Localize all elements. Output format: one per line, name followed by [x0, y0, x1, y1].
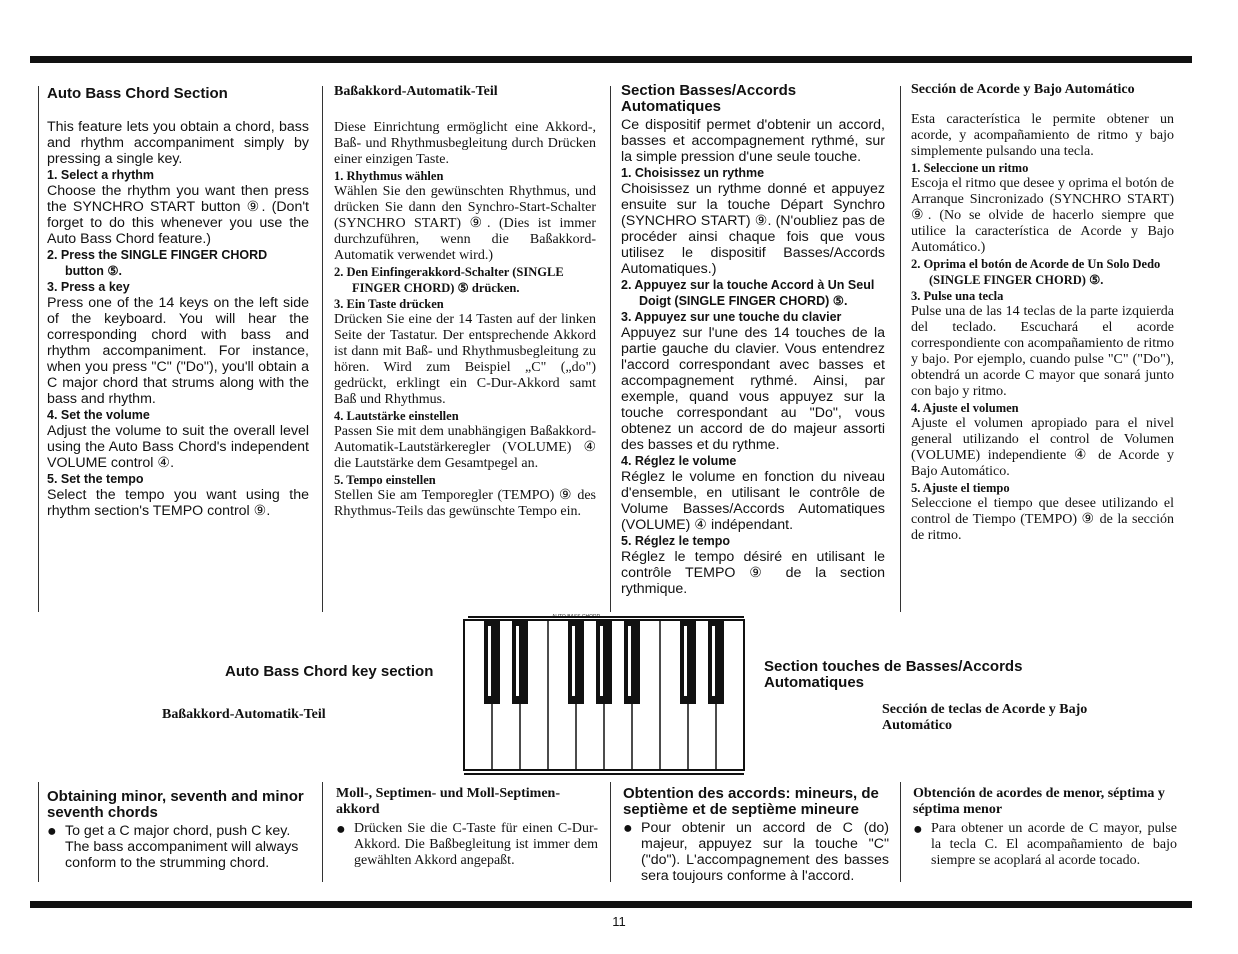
- spanish-title: Sección de Acorde y Bajo Automático: [911, 82, 1135, 97]
- french-step-2: 2. Appuyez sur la touche Accord à Un Seul Doigt (SINGLE FINGER CHORD) ⑤.: [621, 278, 875, 308]
- black-key-highlight: [572, 626, 575, 696]
- english-step-4-text: Adjust the volume to suit the overall level using the Auto Bass Chord's independent VOLUME control ④.: [47, 423, 309, 471]
- bottom-english: [47, 789, 313, 871]
- black-key-highlight: [516, 626, 519, 696]
- spanish-step-3: 3. Pulse una tecla: [911, 289, 1004, 303]
- bottom-divider-4: [900, 782, 901, 882]
- label-key-section-en: Auto Bass Chord key section: [225, 663, 434, 680]
- german-step-3: 3. Ein Taste drücken: [334, 297, 444, 311]
- french-step-3-text: Appuyez sur l'une des 14 touches de la partie gauche du clavier. Vous entendrez l'accord correspondant avec basses et accompagnement rythmé. Ainsi, par exemple, quand vous appuyez sur la touche correspondant au "Do", vous obtenez un accord de do majeur assorti des basses et du rythme.: [621, 325, 885, 453]
- spanish-step-3-text: Pulse una de las 14 teclas de la parte izquierda del teclado. Escuchará el acorde correspondiente con acompañamiento de ritmo y bajo. Por ejemplo, cuando pulse "C" ("Do"), obtendrá un acorde C mayor que sonará junto con bajo y ritmo.: [911, 304, 1174, 399]
- column-divider-2: [322, 86, 323, 612]
- bottom-english-title: Obtaining minor, seventh and minor seventh chords: [47, 788, 304, 821]
- keyboard-top-edge: [468, 616, 744, 618]
- bottom-divider-3: [610, 782, 611, 882]
- black-key: [568, 620, 584, 704]
- bottom-german-bullet-item: [336, 821, 598, 869]
- spanish-intro: Esta característica le permite obtener un acorde, y acompañamiento de ritmo y bajo simplemente pulsando una tecla.: [911, 112, 1174, 159]
- section-french: [621, 83, 885, 597]
- bottom-rule: [30, 901, 1192, 908]
- section-spanish: [911, 82, 1174, 544]
- bullet-dot: ●: [913, 821, 923, 838]
- english-step-1: 1. Select a rhythm: [47, 168, 154, 182]
- spanish-step-2: 2. Oprima el botón de Acorde de Un Solo Dedo (SINGLE FINGER CHORD) ⑤.: [911, 257, 1161, 287]
- black-key-highlight: [488, 626, 491, 696]
- english-step-5: 5. Set the tempo: [47, 472, 144, 486]
- label-key-section-fr: Section touches de Basses/Accords Automatiques: [764, 658, 1023, 691]
- bottom-french-bullet-item: [623, 820, 889, 884]
- bottom-spanish-text: Para obtener un acorde de C mayor, pulse la tecla C. El acompañamiento de bajo siempre se acoplará al acorde tocado.: [931, 821, 1177, 868]
- column-divider-4: [900, 86, 901, 612]
- bottom-french-title: Obtention des accords: mineurs, de septième et de septième mineure: [623, 785, 879, 818]
- bottom-german: [336, 786, 598, 869]
- english-step-5-text: Select the tempo you want using the rhythm section's TEMPO control ⑨.: [47, 487, 309, 519]
- german-step-5: 5. Tempo einstellen: [334, 473, 436, 487]
- bottom-divider-2: [322, 782, 323, 882]
- english-step-1-text: Choose the rhythm you want then press the SYNCHRO START button ⑨. (Don't forget to do this whenever you use the Auto Bass Chord feature.): [47, 183, 309, 247]
- french-step-5: 5. Réglez le tempo: [621, 534, 731, 548]
- spanish-step-4-text: Ajuste el volumen apropiado para el nivel general utilizando el control de Volumen (VOLUME) independiente ④ de Acorde y Bajo Automático.: [911, 416, 1174, 479]
- english-step-4: 4. Set the volume: [47, 408, 150, 422]
- french-intro: Ce dispositif permet d'obtenir un accord, basses et accompagnement rythmé, sur la simple pression d'une seule touche.: [621, 117, 885, 165]
- english-step-3-text: Press one of the 14 keys on the left side of the keyboard. You will hear the corresponding chord with bass and rhythm accompaniment. For instance, when you press "C" ("Do"), you'll obtain a C major chord that strums along with the bass and rhythm.: [47, 295, 309, 407]
- black-key: [512, 620, 528, 704]
- bullet-dot: ●: [47, 823, 57, 840]
- black-key: [596, 620, 612, 704]
- column-divider-1: [38, 86, 39, 612]
- german-step-3-text: Drücken Sie eine der 14 Tasten auf der linken Seite der Tastatur. Der entsprechende Akkord ist dann mit Baß- und Rhythmusbegleitung zu hören. Wird zum Beispiel „C" („do") gedrückt, erklingt ein C-Dur-Akkord samt Baß und Rhythmus.: [334, 312, 596, 407]
- german-title: Baßakkord-Automatik-Teil: [334, 84, 498, 99]
- french-step-4: 4. Réglez le volume: [621, 454, 737, 468]
- english-intro: This feature lets you obtain a chord, bass and rhythm accompaniment simply by pressing a single key.: [47, 119, 309, 167]
- bottom-french-text: Pour obtenir un accord de C (do) majeur, appuyez sur la touche "C" ("do"). L'accompagnement des basses sera toujours conforme à l'accord.: [641, 820, 889, 884]
- spanish-step-5-text: Seleccione el tiempo que desee utilizando el control de Tiempo (TEMPO) ⑨ de la sección de ritmo.: [911, 496, 1174, 543]
- bullet-dot: ●: [623, 820, 633, 837]
- french-title: Section Basses/Accords Automatiques: [621, 82, 797, 115]
- bottom-french: [623, 786, 889, 884]
- black-key: [708, 620, 724, 704]
- top-rule: [30, 56, 1192, 63]
- bottom-english-text: To get a C major chord, push C key. The bass accompaniment will always conform to the strumming chord.: [65, 823, 299, 871]
- french-step-3: 3. Appuyez sur une touche du clavier: [621, 310, 842, 324]
- keyboard-illustration: [460, 614, 750, 780]
- english-step-3: 3. Press a key: [47, 280, 130, 294]
- black-key-highlight: [684, 626, 687, 696]
- black-key-highlight: [628, 626, 631, 696]
- bottom-spanish-title: Obtención de acordes de menor, séptima y séptima menor: [913, 786, 1165, 817]
- section-english: [47, 86, 309, 519]
- bottom-spanish-bullet-item: [913, 821, 1177, 869]
- french-step-5-text: Réglez le tempo désiré en utilisant le contrôle TEMPO ⑨ de la section rythmique.: [621, 549, 885, 597]
- label-key-section-de: Baßakkord-Automatik-Teil: [162, 707, 326, 722]
- page-number: 11: [612, 914, 626, 929]
- bullet-dot: ●: [336, 821, 346, 838]
- german-step-1-text: Wählen Sie den gewünschten Rhythmus, und drücken Sie dann den Synchro-Start-Schalter (SYNCHRO START) ⑨. (Dies ist immer durchzuführen, wenn die Baßakkord-Automatik verwendet wird.): [334, 184, 596, 263]
- german-step-4: 4. Lautstärke einstellen: [334, 409, 459, 423]
- bottom-divider-1: [38, 782, 39, 882]
- black-key: [484, 620, 500, 704]
- german-intro: Diese Einrichtung ermöglicht eine Akkord-, Baß- und Rhythmusbegleitung durch Drücken einer einzigen Taste.: [334, 120, 596, 167]
- french-step-1-text: Choisissez un rythme donné et appuyez ensuite sur la touche Départ Synchro (SYNCHRO START) ⑨. (N'oubliez pas de procéder ainsi chaque fois que vous utilisez le dispositif Basses/Accords Automatiques.): [621, 181, 885, 277]
- german-step-5-text: Stellen Sie am Temporegler (TEMPO) ⑨ des Rhythmus-Teils das gewünschte Tempo ein.: [334, 488, 596, 519]
- german-step-4-text: Passen Sie mit dem unabhängigen Baßakkord-Automatik-Lautstärkeregler (VOLUME) ④ die Lautstärke dem Gesamtpegel an.: [334, 424, 596, 471]
- spanish-step-4: 4. Ajuste el volumen: [911, 401, 1019, 415]
- black-key-highlight: [600, 626, 603, 696]
- french-step-1: 1. Choisissez un rythme: [621, 166, 765, 180]
- column-divider-3: [610, 86, 611, 612]
- spanish-step-5: 5. Ajuste el tiempo: [911, 481, 1010, 495]
- english-title: Auto Bass Chord Section: [47, 85, 228, 102]
- german-step-1: 1. Rhythmus wählen: [334, 169, 444, 183]
- spanish-step-1: 1. Seleccione un ritmo: [911, 161, 1029, 175]
- french-step-4-text: Réglez le volume en fonction du niveau d'ensemble, en utilisant le contrôle de Volume Basses/Accords Automatiques (VOLUME) ④ indépendant.: [621, 469, 885, 533]
- section-german: [334, 84, 596, 520]
- bottom-german-title: Moll-, Septimen- und Moll-Septimen-akkord: [336, 786, 560, 817]
- german-step-2: 2. Den Einfingerakkord-Schalter (SINGLE FINGER CHORD) ⑤ drücken.: [334, 265, 564, 295]
- bottom-spanish: [913, 786, 1177, 869]
- english-step-2: 2. Press the SINGLE FINGER CHORD button ⑤.: [47, 248, 268, 278]
- bottom-german-text: Drücken Sie die C-Taste für einen C-Dur-Akkord. Die Baßbegleitung ist immer dem gewählten Akkord angepaßt.: [354, 821, 598, 868]
- bottom-english-bullet-item: [47, 823, 313, 871]
- black-key: [624, 620, 640, 704]
- black-key-highlight: [712, 626, 715, 696]
- label-key-section-es: Sección de teclas de Acorde y Bajo Automático: [882, 702, 1088, 733]
- black-key: [680, 620, 696, 704]
- spanish-step-1-text: Escoja el ritmo que desee y oprima el botón de Arranque Sincronizado (SYNCHRO START) ⑨. (No se olvide de hacerlo siempre que utilice la característica de Acorde y Bajo Automático.): [911, 176, 1174, 255]
- black-keys: [484, 620, 724, 704]
